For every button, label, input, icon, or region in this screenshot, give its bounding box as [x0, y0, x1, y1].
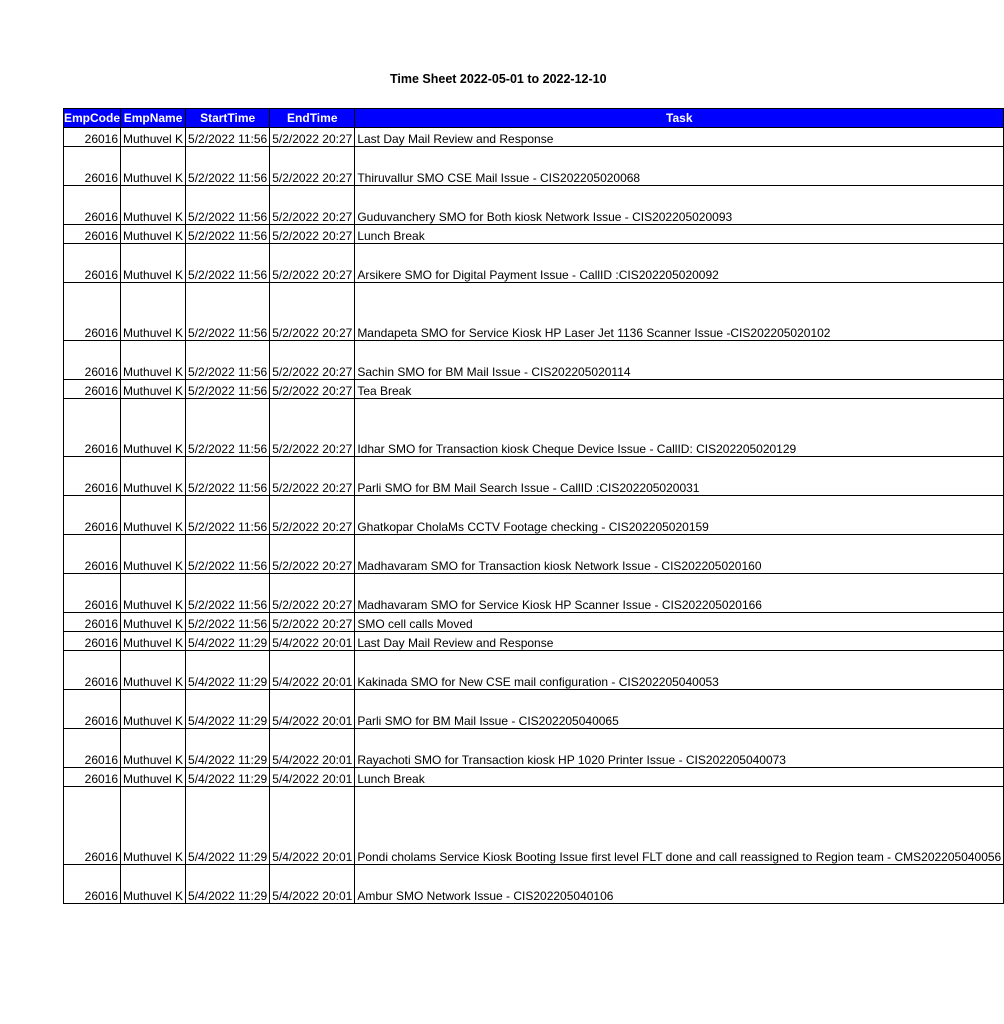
column-header-task: Task [355, 109, 1004, 128]
cell-endtime: 5/4/2022 20:01 [270, 768, 355, 787]
table-row [64, 147, 1004, 186]
column-header-starttime: StartTime [186, 109, 270, 128]
cell-task: Pondi cholams Service Kiosk Booting Issue first level FLT done and call reassigned to Region team - CMS202205040056 [355, 787, 1004, 865]
cell-task: Lunch Break [355, 768, 1004, 787]
cell-endtime: 5/2/2022 20:27 [270, 244, 355, 283]
cell-empcode: 26016 [64, 225, 121, 244]
cell-empname: Muthuvel K [121, 225, 186, 244]
cell-starttime: 5/4/2022 11:29 [186, 729, 270, 768]
page-title: Time Sheet 2022-05-01 to 2022-12-10 [390, 72, 607, 86]
cell-endtime: 5/2/2022 20:27 [270, 457, 355, 496]
cell-empcode: 26016 [64, 147, 121, 186]
cell-task: Parli SMO for BM Mail Issue - CIS202205040065 [355, 690, 1004, 729]
cell-empcode: 26016 [64, 283, 121, 341]
table-row [64, 690, 1004, 729]
cell-task: Sachin SMO for BM Mail Issue - CIS202205020114 [355, 341, 1004, 380]
cell-starttime: 5/2/2022 11:56 [186, 457, 270, 496]
table-row [64, 186, 1004, 225]
column-header-empcode: EmpCode [64, 109, 121, 128]
cell-empname: Muthuvel K [121, 496, 186, 535]
table-row [64, 768, 1004, 787]
table-row [64, 535, 1004, 574]
cell-task: Madhavaram SMO for Transaction kiosk Network Issue - CIS202205020160 [355, 535, 1004, 574]
cell-empname: Muthuvel K [121, 651, 186, 690]
column-header-empname: EmpName [121, 109, 186, 128]
timesheet-table [63, 108, 1004, 904]
cell-empname: Muthuvel K [121, 865, 186, 904]
cell-empname: Muthuvel K [121, 380, 186, 399]
cell-empcode: 26016 [64, 729, 121, 768]
cell-endtime: 5/4/2022 20:01 [270, 690, 355, 729]
table-row [64, 865, 1004, 904]
cell-empname: Muthuvel K [121, 283, 186, 341]
cell-starttime: 5/2/2022 11:56 [186, 496, 270, 535]
cell-empcode: 26016 [64, 399, 121, 457]
cell-task: Lunch Break [355, 225, 1004, 244]
cell-endtime: 5/4/2022 20:01 [270, 632, 355, 651]
header-row [64, 109, 1004, 128]
cell-empname: Muthuvel K [121, 768, 186, 787]
cell-empcode: 26016 [64, 244, 121, 283]
cell-endtime: 5/2/2022 20:27 [270, 147, 355, 186]
table-row [64, 399, 1004, 457]
table-row [64, 457, 1004, 496]
cell-endtime: 5/2/2022 20:27 [270, 283, 355, 341]
cell-empname: Muthuvel K [121, 244, 186, 283]
cell-empcode: 26016 [64, 186, 121, 225]
cell-empname: Muthuvel K [121, 457, 186, 496]
cell-empcode: 26016 [64, 865, 121, 904]
cell-task: Parli SMO for BM Mail Search Issue - CallID :CIS202205020031 [355, 457, 1004, 496]
cell-endtime: 5/2/2022 20:27 [270, 613, 355, 632]
cell-task: Last Day Mail Review and Response [355, 128, 1004, 147]
cell-empcode: 26016 [64, 535, 121, 574]
cell-starttime: 5/4/2022 11:29 [186, 632, 270, 651]
cell-task: Thiruvallur SMO CSE Mail Issue - CIS202205020068 [355, 147, 1004, 186]
cell-task: Tea Break [355, 380, 1004, 399]
cell-starttime: 5/2/2022 11:56 [186, 128, 270, 147]
cell-starttime: 5/2/2022 11:56 [186, 225, 270, 244]
cell-starttime: 5/4/2022 11:29 [186, 865, 270, 904]
cell-task: Guduvanchery SMO for Both kiosk Network Issue - CIS202205020093 [355, 186, 1004, 225]
table-row [64, 632, 1004, 651]
cell-endtime: 5/4/2022 20:01 [270, 865, 355, 904]
cell-empname: Muthuvel K [121, 729, 186, 768]
cell-task: Idhar SMO for Transaction kiosk Cheque Device Issue - CallID: CIS202205020129 [355, 399, 1004, 457]
cell-empcode: 26016 [64, 613, 121, 632]
cell-empname: Muthuvel K [121, 574, 186, 613]
cell-endtime: 5/2/2022 20:27 [270, 380, 355, 399]
cell-task: Last Day Mail Review and Response [355, 632, 1004, 651]
cell-empcode: 26016 [64, 690, 121, 729]
cell-starttime: 5/2/2022 11:56 [186, 613, 270, 632]
cell-starttime: 5/2/2022 11:56 [186, 535, 270, 574]
table-body [64, 128, 1004, 904]
cell-empcode: 26016 [64, 787, 121, 865]
cell-endtime: 5/2/2022 20:27 [270, 399, 355, 457]
table-row [64, 729, 1004, 768]
cell-empname: Muthuvel K [121, 186, 186, 225]
cell-empcode: 26016 [64, 496, 121, 535]
cell-empcode: 26016 [64, 632, 121, 651]
cell-empname: Muthuvel K [121, 535, 186, 574]
cell-starttime: 5/4/2022 11:29 [186, 768, 270, 787]
table-row [64, 128, 1004, 147]
cell-starttime: 5/4/2022 11:29 [186, 690, 270, 729]
cell-empcode: 26016 [64, 380, 121, 399]
cell-empname: Muthuvel K [121, 787, 186, 865]
cell-task: Kakinada SMO for New CSE mail configuration - CIS202205040053 [355, 651, 1004, 690]
table-row [64, 574, 1004, 613]
cell-empcode: 26016 [64, 341, 121, 380]
table-row [64, 244, 1004, 283]
cell-endtime: 5/2/2022 20:27 [270, 535, 355, 574]
cell-starttime: 5/2/2022 11:56 [186, 380, 270, 399]
cell-empname: Muthuvel K [121, 690, 186, 729]
cell-empname: Muthuvel K [121, 399, 186, 457]
cell-endtime: 5/2/2022 20:27 [270, 574, 355, 613]
cell-empname: Muthuvel K [121, 632, 186, 651]
cell-starttime: 5/2/2022 11:56 [186, 147, 270, 186]
cell-starttime: 5/2/2022 11:56 [186, 186, 270, 225]
cell-empcode: 26016 [64, 457, 121, 496]
cell-starttime: 5/2/2022 11:56 [186, 244, 270, 283]
cell-starttime: 5/4/2022 11:29 [186, 787, 270, 865]
cell-starttime: 5/4/2022 11:29 [186, 651, 270, 690]
cell-endtime: 5/2/2022 20:27 [270, 496, 355, 535]
cell-endtime: 5/2/2022 20:27 [270, 128, 355, 147]
cell-endtime: 5/4/2022 20:01 [270, 729, 355, 768]
cell-empcode: 26016 [64, 768, 121, 787]
cell-starttime: 5/2/2022 11:56 [186, 283, 270, 341]
cell-endtime: 5/4/2022 20:01 [270, 651, 355, 690]
table-row [64, 380, 1004, 399]
cell-task: Mandapeta SMO for Service Kiosk HP Laser Jet 1136 Scanner Issue -CIS202205020102 [355, 283, 1004, 341]
column-header-endtime: EndTime [270, 109, 355, 128]
cell-starttime: 5/2/2022 11:56 [186, 341, 270, 380]
cell-endtime: 5/2/2022 20:27 [270, 225, 355, 244]
cell-empname: Muthuvel K [121, 147, 186, 186]
table-row [64, 283, 1004, 341]
cell-empname: Muthuvel K [121, 341, 186, 380]
cell-task: Arsikere SMO for Digital Payment Issue - CallID :CIS202205020092 [355, 244, 1004, 283]
cell-task: Madhavaram SMO for Service Kiosk HP Scanner Issue - CIS202205020166 [355, 574, 1004, 613]
cell-empname: Muthuvel K [121, 128, 186, 147]
table-row [64, 613, 1004, 632]
cell-endtime: 5/2/2022 20:27 [270, 186, 355, 225]
cell-task: Ambur SMO Network Issue - CIS202205040106 [355, 865, 1004, 904]
table-row [64, 225, 1004, 244]
cell-empcode: 26016 [64, 574, 121, 613]
cell-empname: Muthuvel K [121, 613, 186, 632]
cell-task: Ghatkopar CholaMs CCTV Footage checking - CIS202205020159 [355, 496, 1004, 535]
table-row [64, 341, 1004, 380]
table-row [64, 496, 1004, 535]
cell-task: Rayachoti SMO for Transaction kiosk HP 1020 Printer Issue - CIS202205040073 [355, 729, 1004, 768]
cell-empcode: 26016 [64, 651, 121, 690]
table-row [64, 787, 1004, 865]
cell-task: SMO cell calls Moved [355, 613, 1004, 632]
cell-starttime: 5/2/2022 11:56 [186, 574, 270, 613]
cell-endtime: 5/2/2022 20:27 [270, 341, 355, 380]
cell-starttime: 5/2/2022 11:56 [186, 399, 270, 457]
cell-empcode: 26016 [64, 128, 121, 147]
cell-endtime: 5/4/2022 20:01 [270, 787, 355, 865]
table-row [64, 651, 1004, 690]
